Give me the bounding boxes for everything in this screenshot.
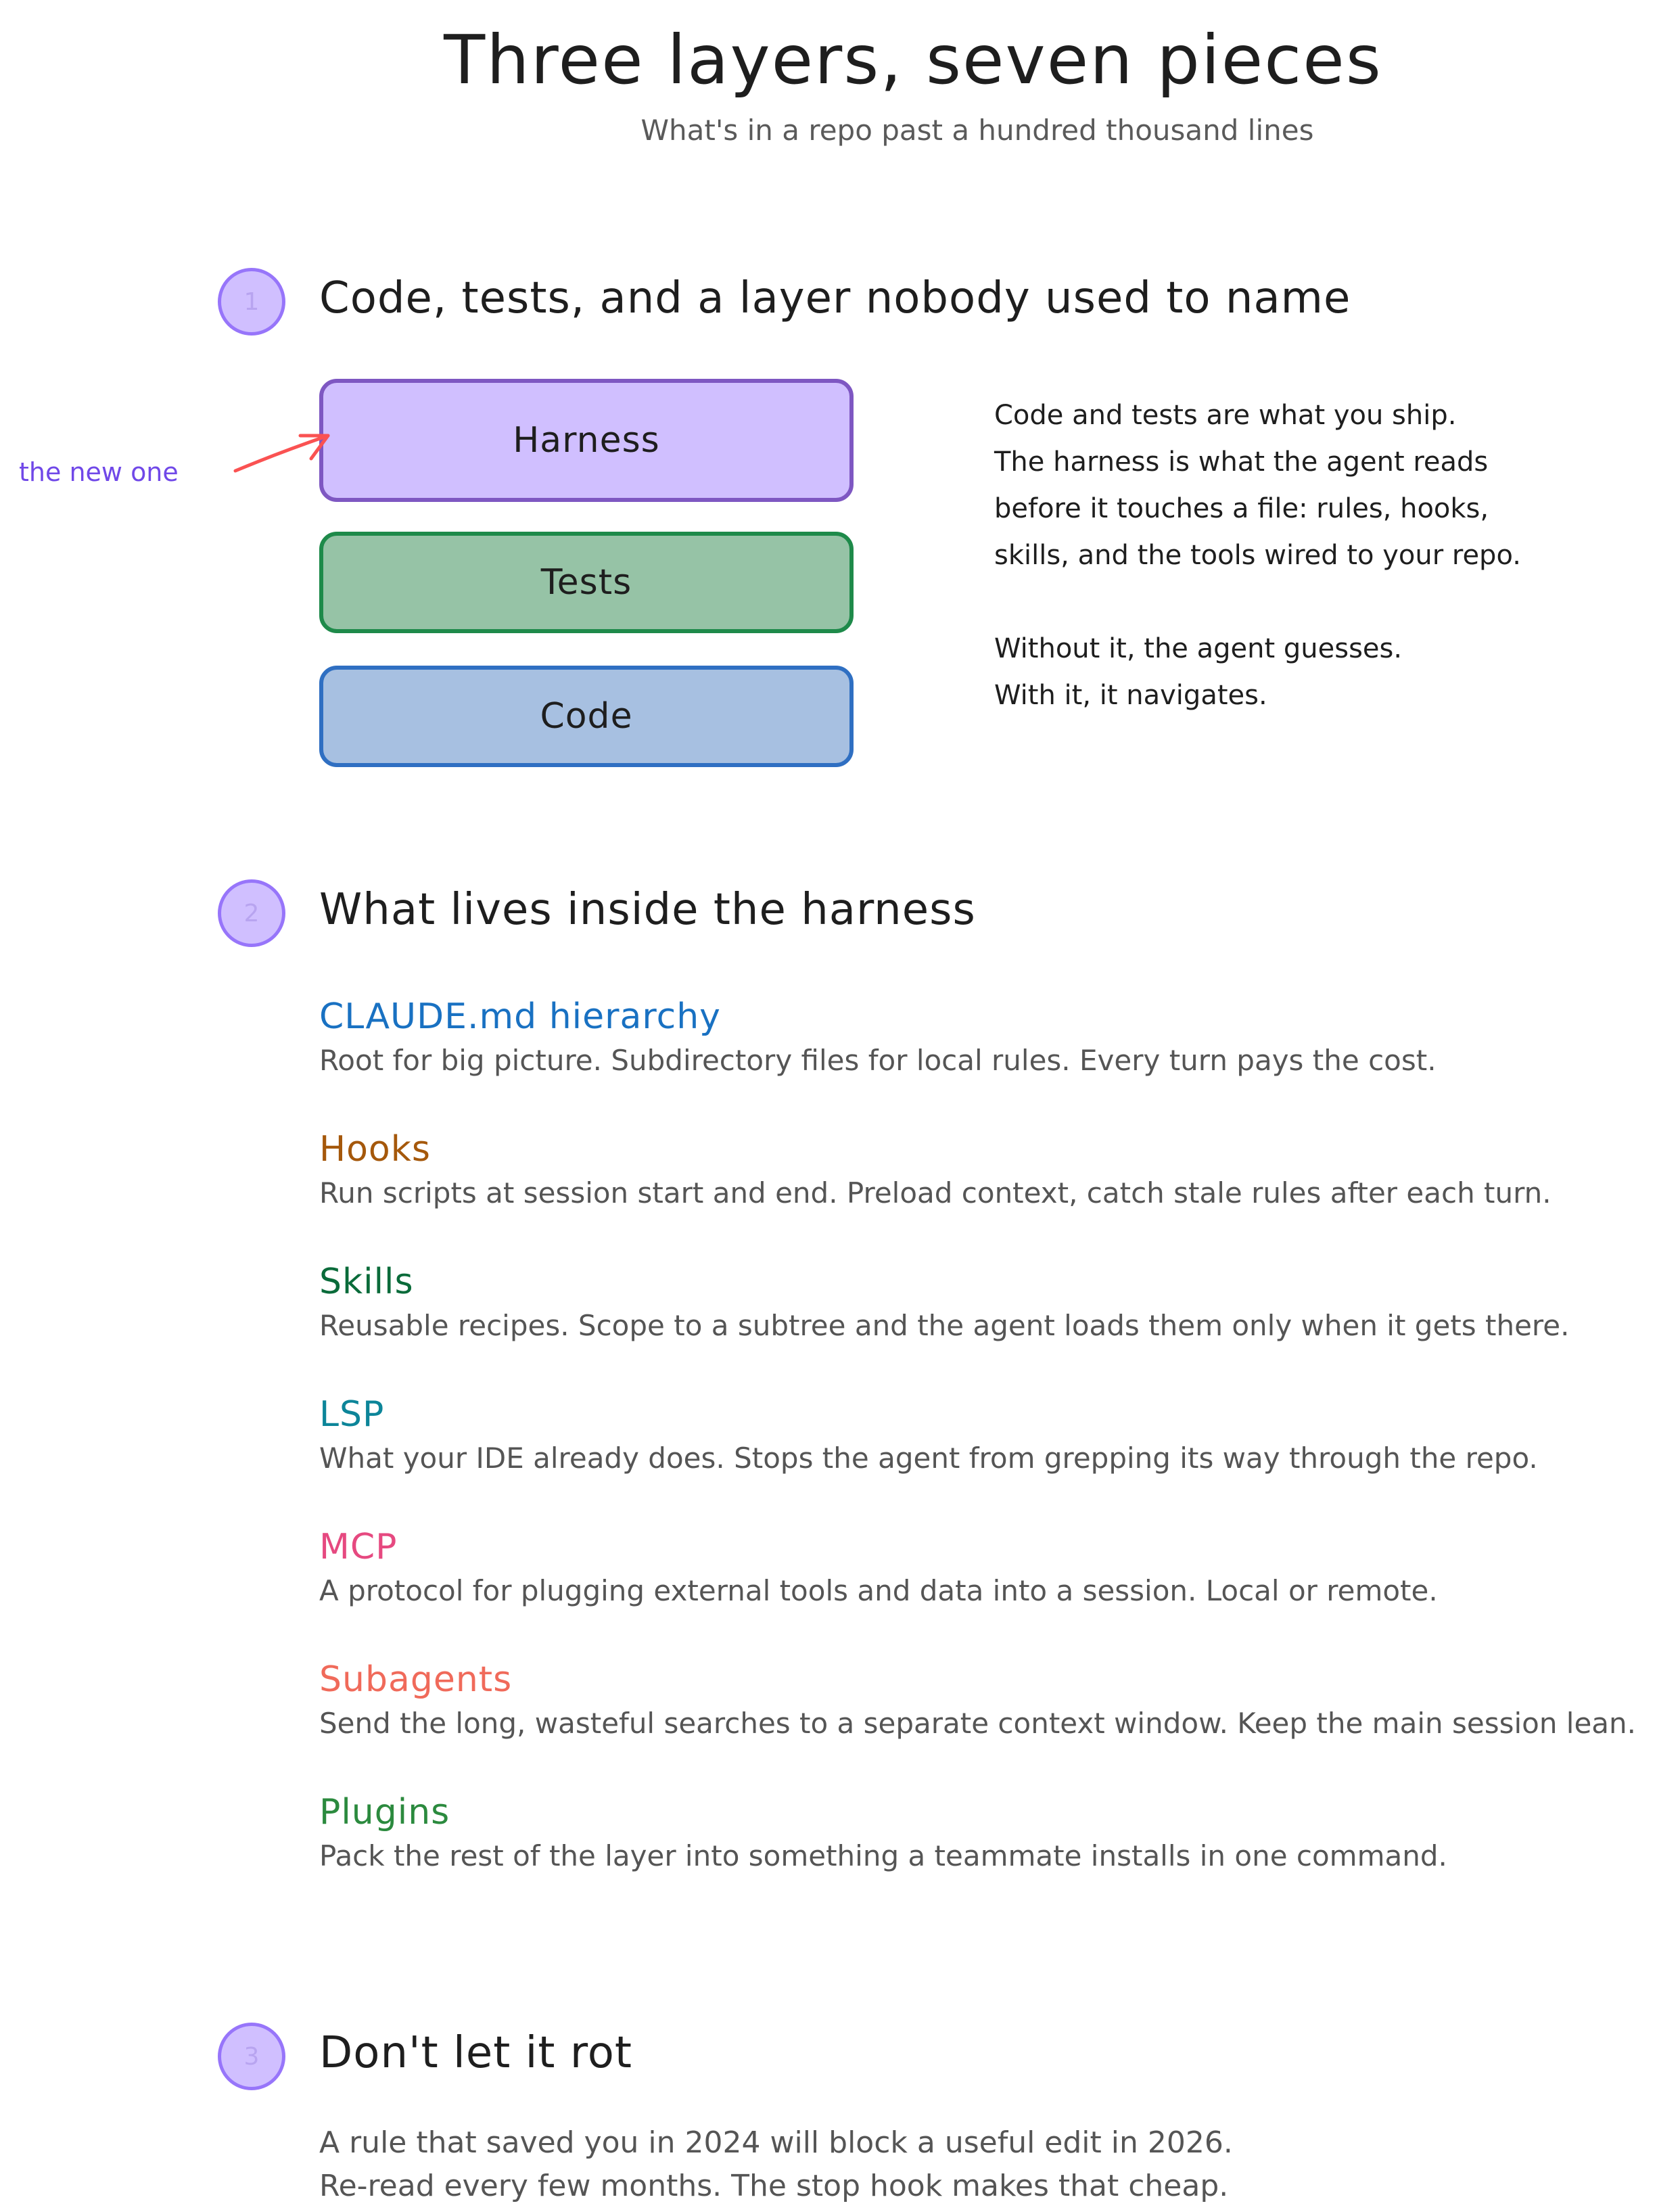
piece-description: Send the long, wasteful searches to a separate context window. Keep the main session lean. [319, 1707, 1637, 1740]
explanation-line: The harness is what the agent reads [994, 446, 1489, 478]
piece-name: LSP [319, 1394, 385, 1435]
piece-claude-md [319, 993, 1645, 1126]
piece-name: Hooks [319, 1129, 431, 1170]
section-2-heading: What lives inside the harness [319, 885, 976, 935]
piece-plugins [319, 1789, 1645, 1921]
piece-description: Root for big picture. Subdirectory files for local rules. Every turn pays the cost. [319, 1044, 1437, 1077]
piece-description: What your IDE already does. Stops the agent from grepping its way through the repo. [319, 1442, 1538, 1475]
section-3-heading: Don't let it rot [319, 2028, 632, 2078]
piece-skills [319, 1258, 1645, 1391]
piece-name: CLAUDE.md hierarchy [319, 996, 721, 1037]
piece-name: Plugins [319, 1792, 450, 1833]
closing-line: A rule that saved you in 2024 will block a useful edit in 2026. [319, 2125, 1233, 2160]
harness-layer-label: Harness [513, 420, 660, 461]
code-layer-label: Code [540, 696, 633, 737]
section-2-number: 2 [243, 899, 260, 927]
piece-subagents [319, 1656, 1645, 1789]
harness-layer-box [319, 379, 854, 502]
explanation-line: Code and tests are what you ship. [994, 400, 1457, 431]
harness-pieces-list [319, 993, 1645, 1921]
explanation-line: With it, it navigates. [994, 680, 1267, 711]
section-1-heading: Code, tests, and a layer nobody used to name [319, 273, 1351, 323]
piece-description: Run scripts at session start and end. Preload context, catch stale rules after each turn. [319, 1176, 1551, 1209]
explanation-line: before it touches a file: rules, hooks, [994, 493, 1489, 524]
section-1-badge [218, 268, 285, 336]
tests-layer-box [319, 532, 854, 633]
piece-mcp [319, 1523, 1645, 1656]
harness-explanation [994, 392, 1521, 719]
section-3-number: 3 [243, 2042, 260, 2071]
new-layer-annotation: the new one [19, 457, 179, 487]
piece-description: Reusable recipes. Scope to a subtree and the agent loads them only when it gets there. [319, 1309, 1570, 1342]
section-2-badge [218, 879, 285, 947]
explanation-line: skills, and the tools wired to your repo. [994, 540, 1521, 571]
piece-lsp [319, 1391, 1645, 1523]
piece-name: Skills [319, 1262, 414, 1302]
piece-description: Pack the rest of the layer into something a teammate installs in one command. [319, 1839, 1447, 1872]
piece-name: Subagents [319, 1659, 513, 1700]
piece-hooks [319, 1126, 1645, 1258]
piece-description: A protocol for plugging external tools and data into a session. Local or remote. [319, 1574, 1438, 1607]
explanation-line: Without it, the agent guesses. [994, 633, 1403, 664]
section-1-number: 1 [243, 287, 260, 316]
page-subtitle: What's in a repo past a hundred thousand lines [640, 114, 1314, 147]
closing-text [319, 2121, 1233, 2208]
closing-line: Re-read every few months. The stop hook makes that cheap. [319, 2169, 1229, 2203]
section-3-badge [218, 2023, 285, 2090]
spacer [994, 579, 1521, 626]
page-title: Three layers, seven pieces [444, 20, 1382, 99]
annotation-arrow [230, 419, 338, 480]
piece-name: MCP [319, 1527, 398, 1567]
tests-layer-label: Tests [540, 562, 632, 603]
code-layer-box [319, 666, 854, 767]
